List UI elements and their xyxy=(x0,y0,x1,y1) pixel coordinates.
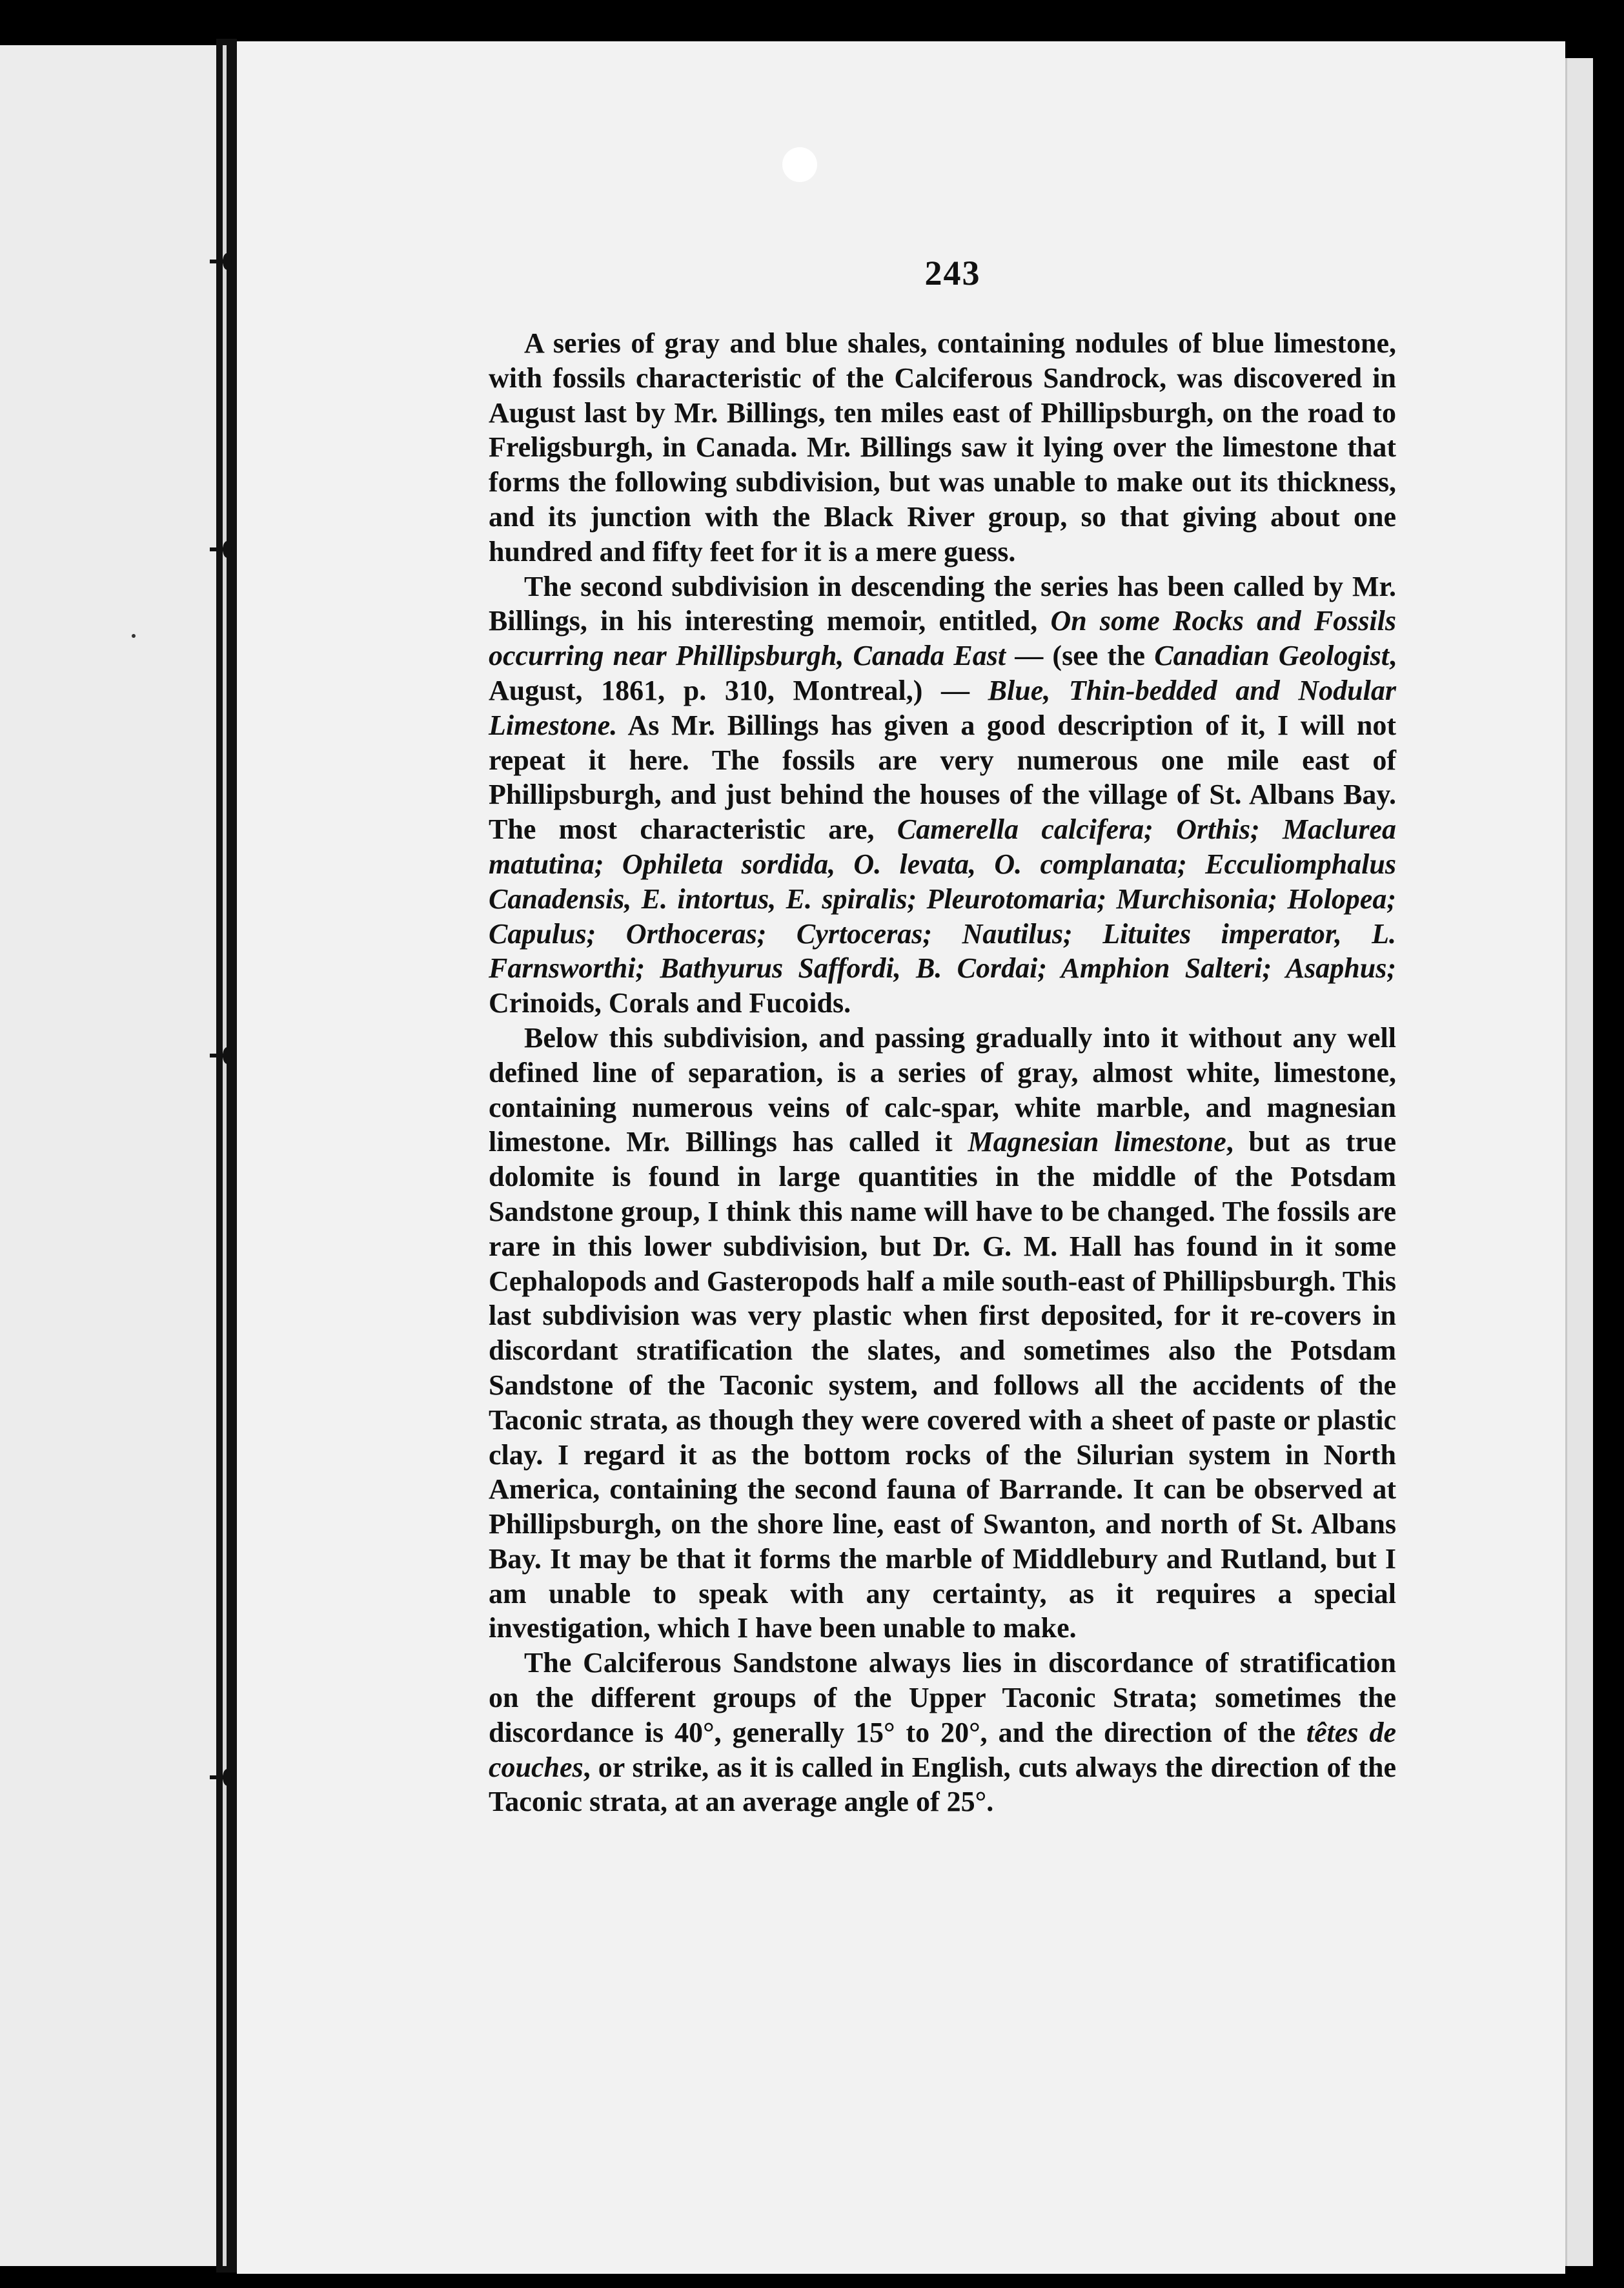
facing-page-blank xyxy=(0,45,216,2266)
paragraph-2 xyxy=(489,569,1396,1021)
italic-fossil-list: Camerella calcifera; Orthis; Maclurea matutina; Ophileta sordida, O. levata, O. complanata; Ecculiomphalus Canadensis, E. intortus, E. spiralis; Pleurotomaria; Murchisonia; Holopea; Capulus; Orthoceras; Cyrtoceras; Nautilus; Lituites imperator, L. Farnsworthi; Bathyurus Saffordi, B. Cordai; Amphion Salteri; Asaphus; xyxy=(489,813,1397,985)
paragraph-1 xyxy=(489,326,1396,569)
paragraph-text: Below this subdivision, and passing gradually into it without any well defined line of separation, is a series of gray, almost white, limestone, containing numerous veins of calc-spar, white marble, and magnesian limestone. Mr. Billings has called it xyxy=(489,1021,1396,1158)
paragraph-text: As Mr. Billings has given a good description of it, I will not repeat it here. The fossils are very numerous one mile east of Phillipsburgh, and just behind the houses of the village of St. Albans Bay. The most characteristic are, xyxy=(489,709,1396,846)
paragraph-text: , or strike, as it is called in English, cuts always the direction of the Taconic strata, at an average angle of 25°. xyxy=(489,1751,1396,1818)
italic-term: têtes de couches xyxy=(489,1716,1396,1783)
paragraph-4 xyxy=(489,1646,1396,1819)
speck xyxy=(132,634,136,638)
italic-title: On some Rocks and Fossils occurring near Phillipsburgh, Canada East xyxy=(489,605,1396,672)
page-edge xyxy=(1565,58,1593,2266)
italic-journal: Canadian Geologist xyxy=(1154,640,1389,672)
paragraph-3 xyxy=(489,1021,1396,1646)
italic-unit-name: Blue, Thin-bedded and Nodular Limestone. xyxy=(489,674,1396,741)
paragraph-text: The second subdivision in descending the series has been called by Mr. Billings, in his interesting memoir, entitled, xyxy=(489,570,1396,637)
paragraph-text: Crinoids, Corals and Fucoids. xyxy=(489,987,851,1019)
body-text xyxy=(489,326,1396,1819)
gutter-highlight xyxy=(223,45,227,2266)
italic-unit-name: Magnesian limestone xyxy=(968,1126,1226,1158)
page-number: 243 xyxy=(924,254,981,292)
paragraph-text: A series of gray and blue shales, containing nodules of blue limestone, with fossils characteristic of the Calciferous Sandrock, was discovered in August last by Mr. Billings, ten miles east of Phillipsburgh, on the road to Freligsburgh, in Canada. Mr. Billings saw it lying over the limestone that forms the following subdivision, but was unable to make out its thickness, and its junction with the Black River group, so that giving about one hundred and fifty feet for it is a mere guess. xyxy=(489,327,1396,567)
page-hole xyxy=(782,147,817,182)
binding-gutter xyxy=(216,39,237,2273)
paragraph-text: The Calciferous Sandstone always lies in discordance of stratification on the different groups of the Upper Taconic Strata; sometimes the discordance is 40°, generally 15° to 20°, and the direction of the xyxy=(489,1647,1396,1748)
paragraph-text: , August, 1861, p. 310, Montreal,) — xyxy=(489,640,1396,706)
paragraph-text: , but as true dolomite is found in large quantities in the middle of the Potsdam Sandstone group, I think this name will have to be changed. The fossils are rare in this lower subdivision, but Dr. G. M. Hall has found in it some Cephalopods and Gasteropods half a mile south-east of Phillipsburgh. This last subdivision was very plastic when first deposited, for it re-covers in discordant stratification the slates, and sometimes also the Potsdam Sandstone of the Taconic system, and follows all the accidents of the Taconic strata, as though they were covered with a sheet of paste or plastic clay. I regard it as the bottom rocks of the Silurian system in North America, containing the second fauna of Barrande. It can be observed at Phillipsburgh, on the shore line, east of Swanton, and north of St. Albans Bay. It may be that it forms the marble of Middlebury and Rutland, but I am unable to speak with any certainty, as it requires a special investigation, which I have been unable to make. xyxy=(489,1126,1396,1644)
paragraph-text: — (see the xyxy=(1006,640,1155,672)
